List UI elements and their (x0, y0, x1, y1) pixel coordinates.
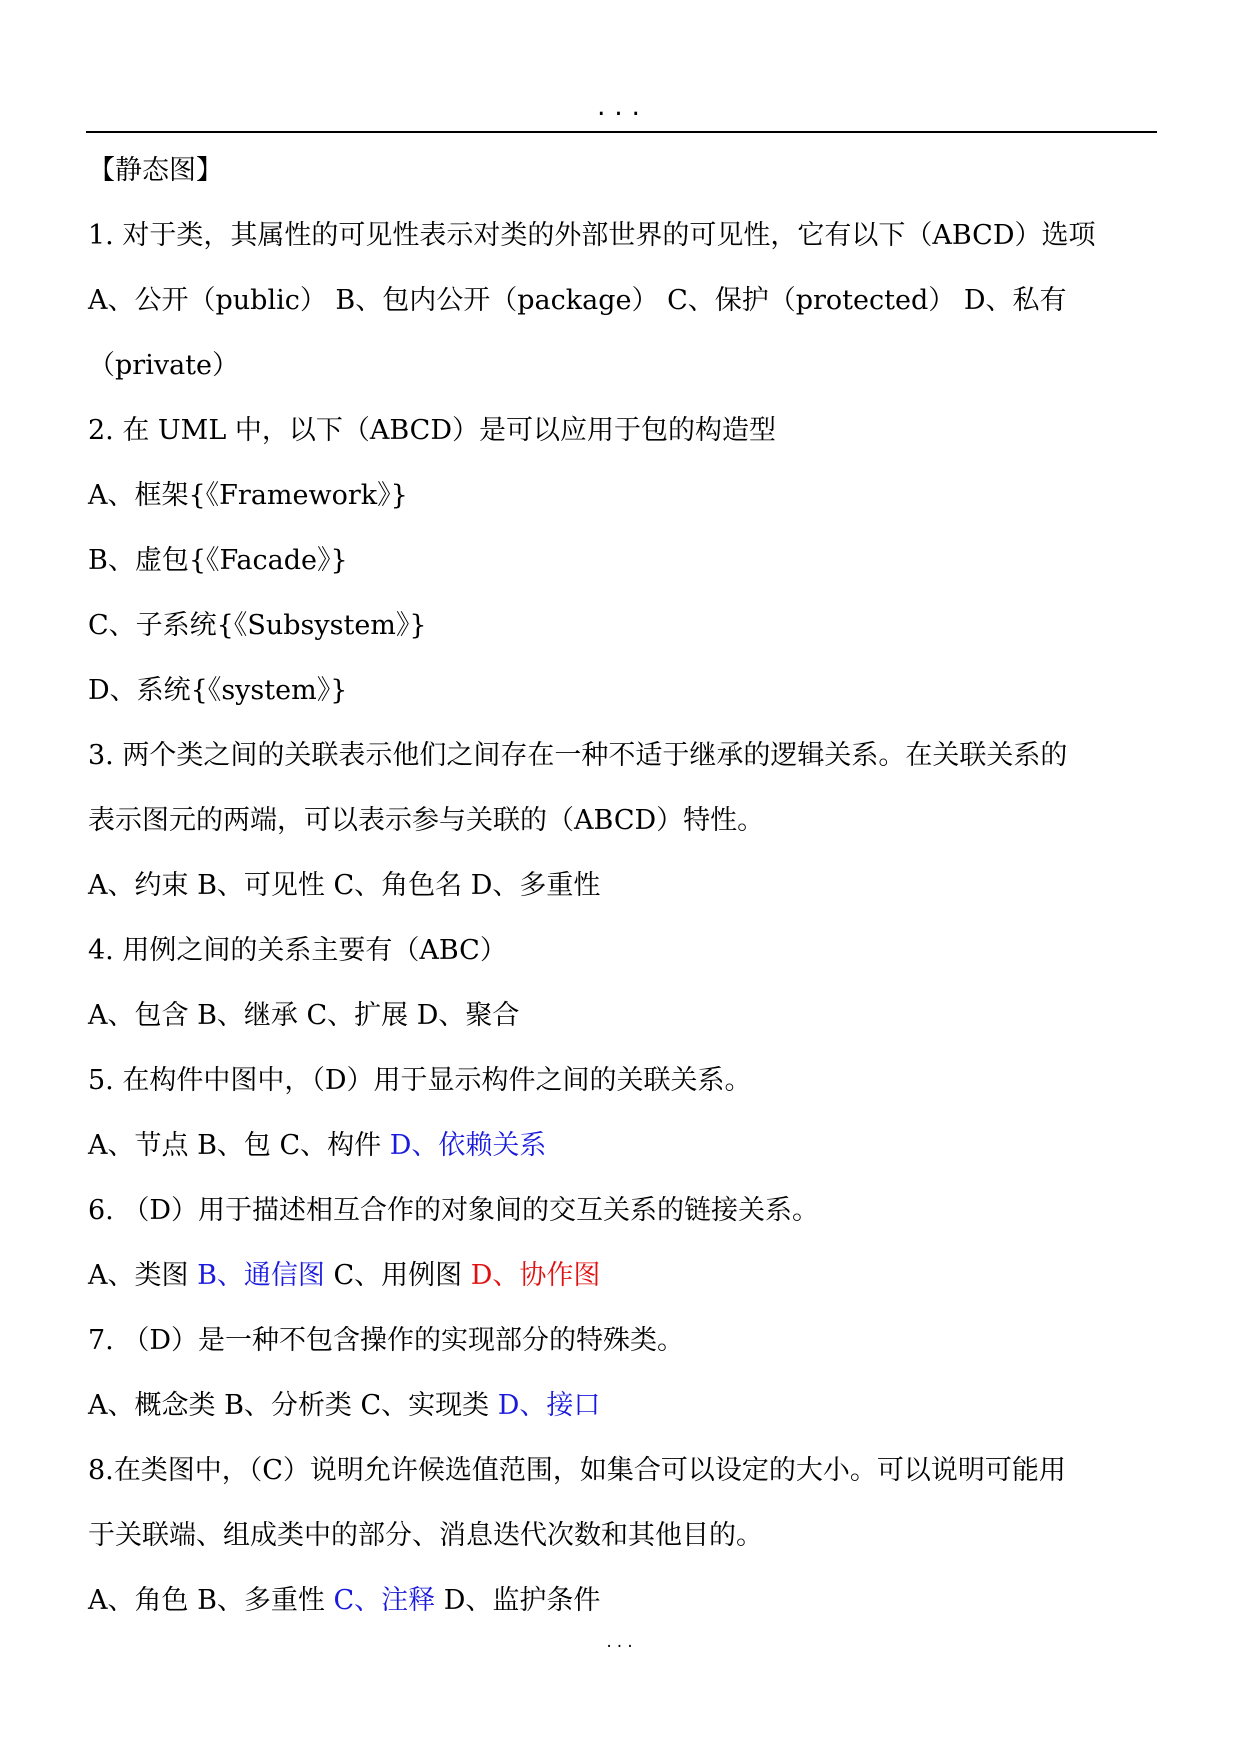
question-3-stem-cont: 表示图元的两端，可以表示参与关联的（ABCD）特性。 (88, 805, 765, 836)
question-6-option-b-highlight: B、通信图 (197, 1260, 325, 1291)
question-7-stem: 7. （D）是一种不包含操作的实现部分的特殊类。 (88, 1325, 684, 1356)
question-6-options (88, 1243, 1160, 1308)
question-5-options-plain: A、节点 B、包 C、构件 (88, 1130, 390, 1161)
question-5-answer-highlight: D、依赖关系 (389, 1130, 547, 1161)
question-2-option-d: D、系统{《system》} (88, 675, 348, 706)
question-6-option-c: C、用例图 (324, 1260, 471, 1291)
question-2-stem: 2. 在 UML 中，以下（ABCD）是可以应用于包的构造型 (88, 415, 776, 446)
question-7-options (88, 1373, 1160, 1438)
question-3-stem: 3. 两个类之间的关联表示他们之间存在一种不适于继承的逻辑关系。在关联关系的 (88, 740, 1068, 771)
question-1-stem: 1. 对于类，其属性的可见性表示对类的外部世界的可见性，它有以下（ABCD）选项 (88, 220, 1096, 251)
question-2-option-c: C、子系统{《Subsystem》} (88, 610, 427, 641)
question-6-option-a: A、类图 (88, 1260, 198, 1291)
question-8-stem: 8.在类图中，（C）说明允许候选值范围，如集合可以设定的大小。可以说明可能用 (88, 1455, 1066, 1486)
section-title: 【静态图】 (88, 155, 223, 186)
question-3-options: A、约束 B、可见性 C、角色名 D、多重性 (88, 870, 601, 901)
question-8-options (88, 1568, 1160, 1633)
page-footer-mark: ... (604, 1635, 637, 1651)
question-4-options: A、包含 B、继承 C、扩展 D、聚合 (88, 1000, 520, 1031)
question-4-stem: 4. 用例之间的关系主要有（ABC） (88, 935, 507, 966)
question-1-options: A、公开（public） B、包内公开（package） C、保护（protected） D、私有 (88, 285, 1067, 316)
document-body (88, 138, 1160, 1633)
question-5-options (88, 1113, 1160, 1178)
question-2-option-a: A、框架{《Framework》} (88, 480, 408, 511)
question-8-option-d: D、监护条件 (435, 1585, 601, 1616)
question-8-option-ab: A、角色 B、多重性 (88, 1585, 334, 1616)
header-rule (86, 131, 1157, 133)
question-8-option-c-highlight: C、注释 (333, 1585, 436, 1616)
question-1-options-cont: （private） (88, 350, 240, 381)
page-header-mark: ... (594, 96, 647, 121)
question-2-option-b: B、虚包{《Facade》} (88, 545, 348, 576)
question-8-stem-cont: 于关联端、组成类中的部分、消息迭代次数和其他目的。 (88, 1520, 763, 1551)
question-6-option-d-highlight: D、协作图 (470, 1260, 601, 1291)
question-5-stem: 5. 在构件中图中，（D）用于显示构件之间的关联关系。 (88, 1065, 752, 1096)
question-6-stem: 6. （D）用于描述相互合作的对象间的交互关系的链接关系。 (88, 1195, 819, 1226)
question-7-answer-highlight: D、接口 (497, 1390, 601, 1421)
question-7-options-plain: A、概念类 B、分析类 C、实现类 (88, 1390, 498, 1421)
